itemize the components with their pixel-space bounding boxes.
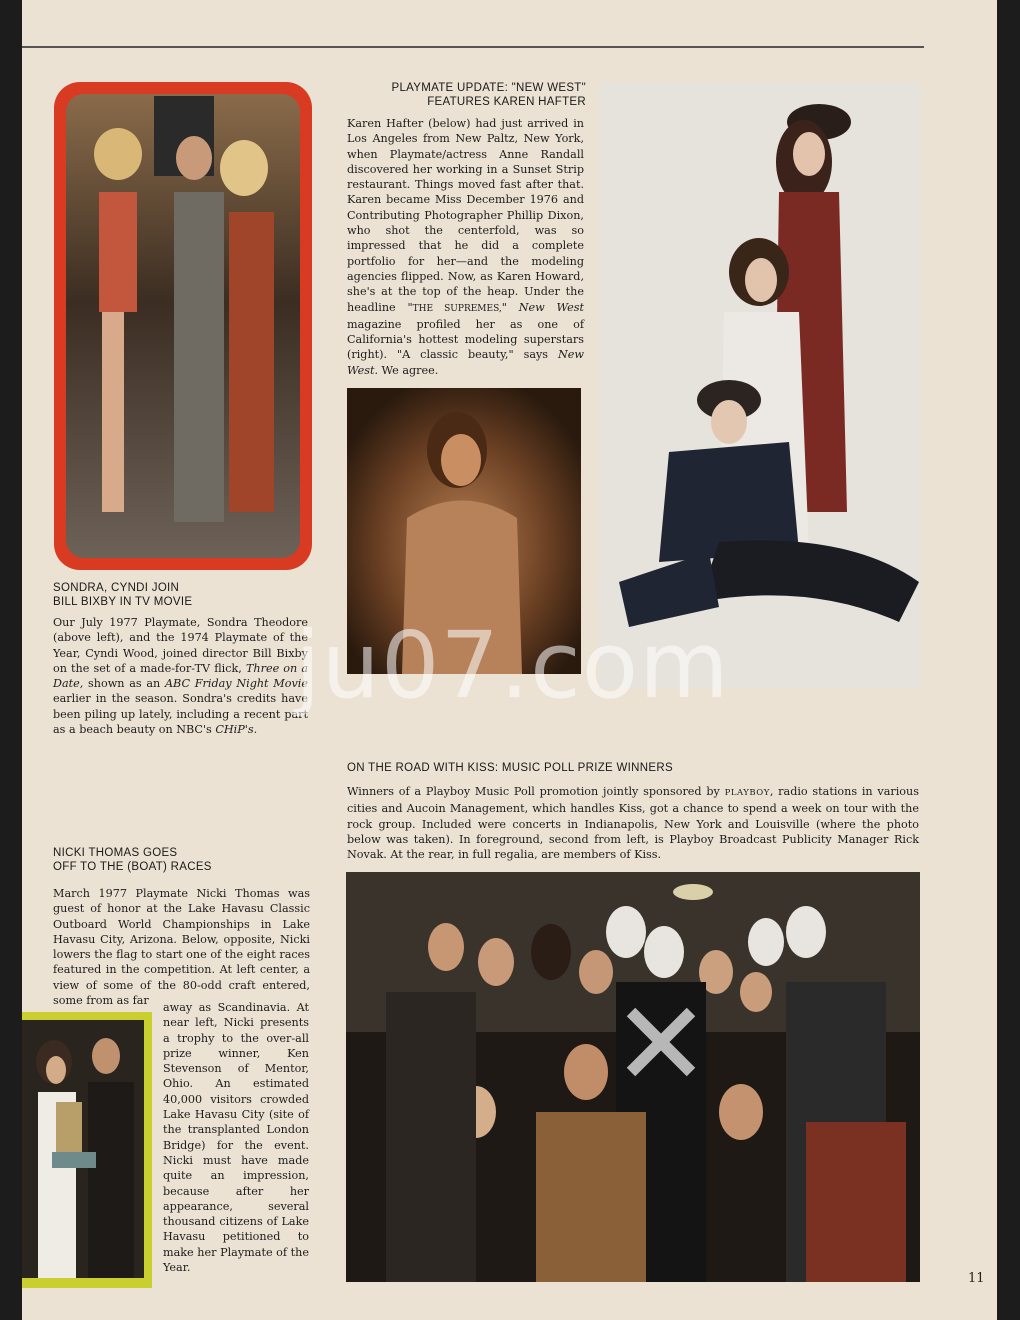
page-number: 11: [968, 1271, 985, 1286]
body-text: ": [501, 300, 519, 314]
heading-line: FEATURES KAREN HAFTER: [427, 96, 586, 108]
tv-movie-set-image: [54, 82, 312, 570]
karen-hafter-heading: [340, 81, 586, 109]
heading-line: NICKI THOMAS GOES: [53, 847, 178, 859]
body-text: Winners of a Playboy Music Poll promotion jointly sponsored by: [347, 785, 725, 798]
tv-title: Three on a Date,: [53, 661, 309, 691]
body-text: earlier in the season. Sondra's credits have been piling up lately, including a recent part as a beach beauty on NBC's: [53, 692, 308, 737]
tv-title: ABC Friday Night Movie: [164, 677, 308, 691]
kiss-heading: ON THE ROAD WITH KISS: MUSIC POLL PRIZE WINNERS: [347, 762, 673, 774]
heading-line: PLAYMATE UPDATE: "NEW WEST": [391, 82, 586, 94]
body-text: , radio stations in various cities and Aucoin Management, which handles Kiss, got a chance to spend a week on tour with the rock group. Included were concerts in Indianapolis, New York and Louisville (where the photo below was taken). In foreground, second from left, is Playboy Broadcast Publicity Manager Rick Novak. At the rear, in full regalia, are members of Kiss.: [347, 785, 919, 862]
new-west-models-photo: [599, 82, 921, 688]
kiss-group-image: [346, 872, 920, 1282]
smallcaps-text: THE SUPREMES,: [412, 303, 502, 314]
nicki-trophy-photo: [22, 1012, 152, 1288]
magazine-page: [22, 0, 997, 1320]
playboy-brand: PLAYBOY: [724, 788, 770, 798]
tv-title: CHiP's.: [215, 723, 258, 737]
body-text: magazine profiled her as one of California's hottest modeling superstars (right). "A classic beauty," says: [347, 317, 584, 362]
trophy-image: [22, 1012, 152, 1288]
sondra-cyndi-body: [53, 615, 308, 737]
kiss-body: [347, 784, 919, 862]
nicki-thomas-body-narrow: away as Scandinavia. At near left, Nicki presents a trophy to the over-all prize winner, Ken Stevenson of Mentor, Ohio. An estimated 40,000 visitors crowded Lake Havasu City (site of the transplanted London Bridge) for the event. Nicki must have made quite an impression, because after her appearance, several thousand citizens of Lake Havasu petitioned to make her Playmate of the Year.: [163, 1001, 309, 1275]
heading-line: OFF TO THE (BOAT) RACES: [53, 861, 212, 873]
heading-line: SONDRA, CYNDI JOIN: [53, 582, 180, 594]
nicki-thomas-heading: [53, 846, 323, 874]
models-image: [599, 82, 921, 688]
watermark-text: ju07.com: [295, 612, 730, 719]
nicki-thomas-body-top: March 1977 Playmate Nicki Thomas was guest of honor at the Lake Havasu Classic Outboard World Championships in Lake Havasu City, Arizona. Below, opposite, Nicki lowers the flag to start one of the eight races featured in the competition. At left center, a view of some of the 80-odd craft entered, some from as far: [53, 887, 310, 1008]
tv-movie-set-photo: [54, 82, 312, 570]
heading-line: BILL BIXBY IN TV MOVIE: [53, 596, 193, 608]
kiss-group-photo: [346, 872, 920, 1282]
body-text: shown as an: [83, 677, 165, 691]
body-text: Our July 1977 Playmate, Sondra Theodore (above left), and the 1974 Playmate of the Year, Cyndi Wood, joined director Bill Bixby on the set of a made-for-TV flick,: [53, 616, 308, 675]
sondra-cyndi-heading: [53, 581, 313, 609]
body-text: Karen Hafter (below) had just arrived in Los Angeles from New Paltz, New York, when Playmate/actress Anne Randall discovered her working in a Sunset Strip restaurant. Things moved fast after that. Karen became Miss December 1976 and Contributing Photographer Phillip Dixon, who shot the centerfold, was so impressed that he did a complete portfolio for her—and the modeling agencies flipped. Now, as Karen Howard, she's at the top of the heap. Under the headline ": [347, 117, 584, 314]
magazine-title: New West.: [347, 348, 584, 377]
portrait-image: [347, 388, 581, 674]
body-text: We agree.: [378, 363, 439, 377]
magazine-title: New West: [518, 300, 585, 314]
top-rule: [22, 46, 924, 48]
karen-hafter-portrait-photo: [347, 388, 581, 674]
karen-hafter-body: [347, 116, 584, 378]
